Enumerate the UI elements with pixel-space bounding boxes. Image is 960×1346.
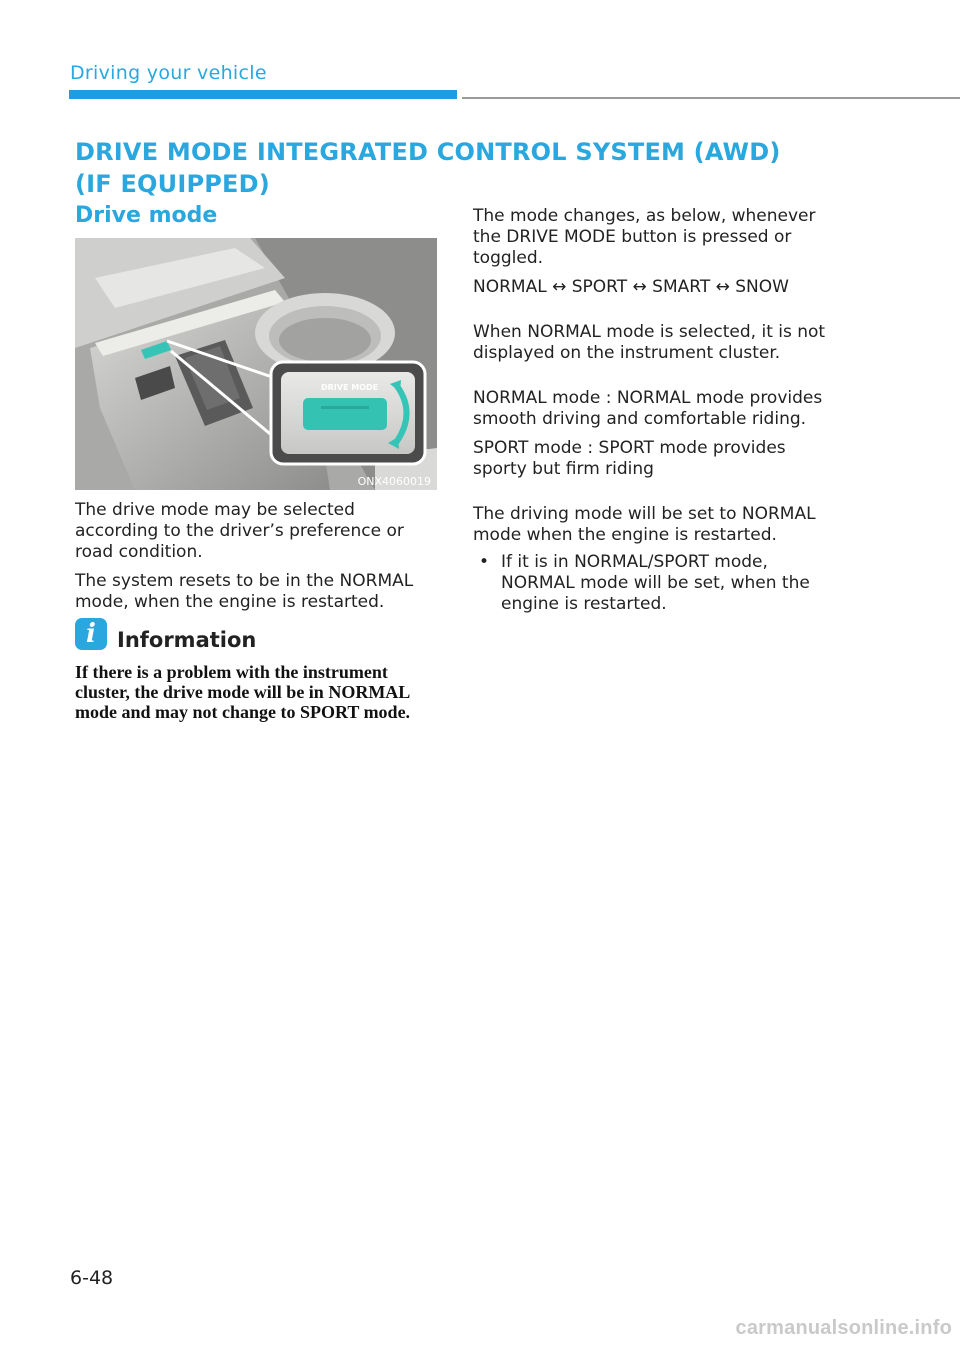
header-section-title: Driving your vehicle (70, 62, 267, 84)
header-rule (462, 97, 960, 99)
figure-code: ONX4060019 (357, 475, 431, 488)
info-icon: i (75, 618, 107, 650)
paragraph: SPORT mode : SPORT mode provides sporty but firm riding (473, 438, 786, 479)
list-item (473, 552, 843, 615)
watermark: carmanualsonline.info (735, 1317, 952, 1339)
paragraph: The driving mode will be set to NORMAL mode when the engine is restarted. (473, 504, 816, 545)
information-title: Information (117, 628, 257, 652)
section-title: Drive mode (75, 203, 218, 228)
paragraph: NORMAL mode : NORMAL mode provides smooth driving and comfortable riding. (473, 388, 823, 429)
right-column (473, 206, 843, 615)
chapter-title-line2: (IF EQUIPPED) (75, 170, 270, 198)
left-column (75, 500, 435, 613)
paragraph: The mode changes, as below, whenever the DRIVE MODE button is pressed or toggled. (473, 206, 816, 268)
drive-mode-figure (75, 238, 437, 490)
chapter-title-line1: DRIVE MODE INTEGRATED CONTROL SYSTEM (AWD) (75, 138, 781, 166)
bullet-icon: • (479, 552, 490, 572)
information-box (75, 614, 435, 722)
information-header (75, 614, 435, 652)
paragraph: The drive mode may be selected according to the driver’s preference or road condition. (75, 500, 404, 562)
console-illustration (75, 238, 437, 490)
paragraph: The system resets to be in the NORMAL mode, when the engine is restarted. (75, 571, 414, 612)
information-text: If there is a problem with the instrument cluster, the drive mode will be in NORMAL mode and may not change to SPORT mode. (75, 662, 411, 722)
page-number: 6-48 (70, 1267, 114, 1289)
paragraph: When NORMAL mode is selected, it is not displayed on the instrument cluster. (473, 322, 826, 363)
drive-mode-button-label: DRIVE MODE (321, 383, 379, 392)
mode-sequence: NORMAL ↔ SPORT ↔ SMART ↔ SNOW (473, 277, 789, 297)
header-rule-accent (69, 90, 457, 99)
list-item-text: If it is in NORMAL/SPORT mode, NORMAL mode will be set, when the engine is restarted. (501, 552, 810, 614)
chapter-title (75, 136, 835, 200)
